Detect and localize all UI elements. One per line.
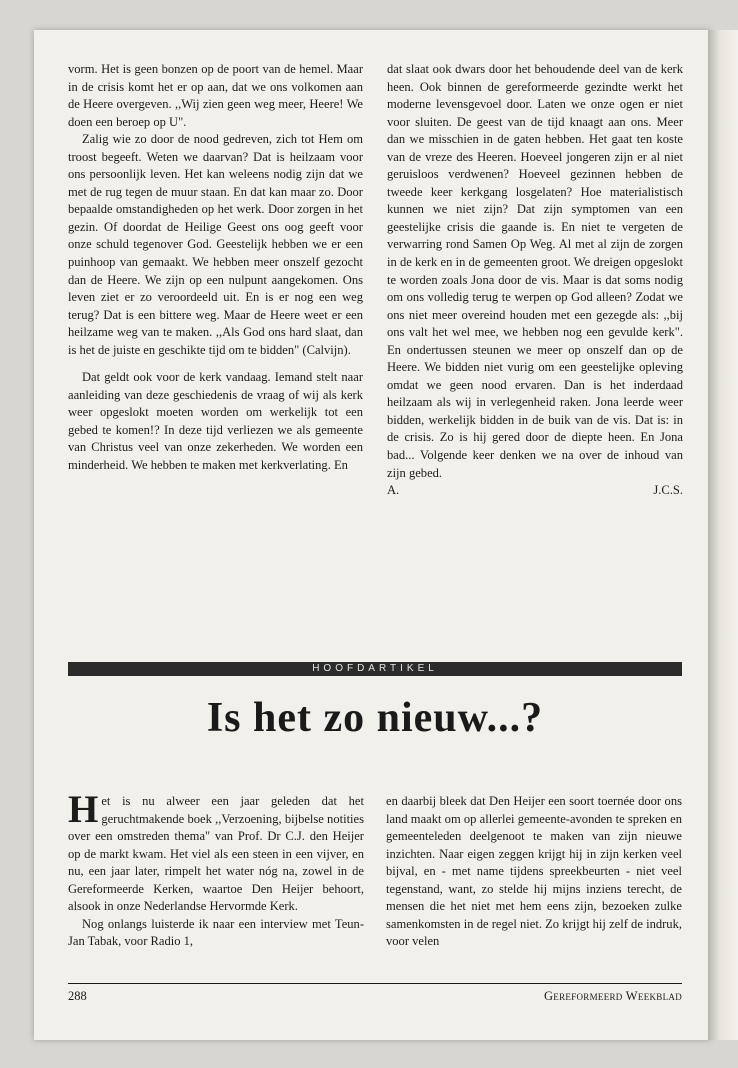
page-number: 288 bbox=[68, 989, 87, 1003]
paragraph-text: et is nu alweer een jaar geleden dat het geruchtmakende boek ,,Verzoening, bijbelse notities over een omstreden thema" van Prof. Dr C.J. den Heijer op de markt kwam. Het viel als een steen in een vijver, en nu, een jaar later, rimpelt het water nóg na, zowel in de Gereformeerde Kerken, waartoe Den Heijer behoort, alsook in onze Nederlandse Hervormde Kerk. bbox=[68, 794, 364, 914]
signature-line bbox=[387, 482, 683, 500]
column-2 bbox=[387, 61, 683, 500]
signature-initial: A. bbox=[387, 483, 400, 498]
column-1 bbox=[68, 61, 363, 475]
footer-divider bbox=[68, 983, 682, 984]
paragraph bbox=[68, 788, 364, 916]
column-4 bbox=[386, 793, 682, 951]
paragraph: dat slaat ook dwars door het behoudende deel van de kerk heen. Ook binnen de gereformeerde gezindte werkt het moderne levensgevoel door. Laten we onze ogen er niet voor sluiten. De geest van de tijd knaagt aan ons. Meer dan we misschien in de gaten hebben. Het gaat ten koste van de vreze des Heeren. Hoeveel jongeren zijn er al niet geruisloos verdwenen? Hoeveel gezinnen hebben de tweede keer kerkgang losgelaten? Hoe materialistisch kunnen we niet zijn? Dat zijn symptomen van een geestelijke crisis die gaande is. En niet te vergeten de verwarring rond Samen Op Weg. Al met al zijn de zorgen in de kerk en in de gemeenten groot. We dreigen opgeslokt te worden zoals Jona door de vis. Maar is dat soms nodig om ons volledig terug te werpen op God alleen? Zodat we ons niet meer overeind houden met een gezegde als: ,,bij ons valt het wel mee, we hebben nog een gevulde kerk". En ondertussen steunen we meer op onszelf dan op de Heere. We bidden niet vurig om een geestelijke opleving omdat we geen nood ervaren. Dan is het inderdaad heilzaam als wij in verlegenheid raken. Jona leerde weer bidden, werkelijk bidden in de buik van de vis. Dat is: in de crisis. Zo is hij gered door de diepte heen. En Jona bad... Volgende keer denken we na over de inhoud van zijn gebed. bbox=[387, 62, 683, 480]
paragraph: en daarbij bleek dat Den Heijer een soort toernée door ons land maakt om op allerlei gemeente-avonden te spreken en gemeenteleden deelgenoot te maken van zijn nieuwe inzichten. Naar eigen zeggen krijgt hij in zijn kerken veel bijval, en - met name tijdens spreekbeurten - niet veel tegenstand, want, zo stelde hij mijns inziens terecht, de mensen die het niet met hem eens zijn, bezoeken zulke samenkomsten in de regel niet. Zo krijgt hij zelf de indruk, voor velen bbox=[386, 794, 682, 949]
column-3 bbox=[68, 788, 364, 951]
paragraph: Zalig wie zo door de nood gedreven, zich tot Hem om troost begeeft. Weten we daarvan? Dat is heilzaam voor ons persoonlijk leven. Het kan weleens nodig zijn dat we met de rug tegen de muur staan. En dat kan maar zo. Door bepaalde omstandigheden op het werk. Door zorgen in het gezin. Of doordat de Heilige Geest ons oog geeft voor onze schuld tegenover God. Geestelijk hebben we er een puinhoop van gemaakt. We hebben meer onszelf gezocht dan de Heere. We zijn op een nulpunt aangekomen. Ons leven ziet er zo veroordeeld uit. En is er nog een weg terug? Dat is een bittere weg. Maar de Heere weet er een heilzame weg van te maken. ,,Als God ons hard slaat, dan is het de juiste en geschikte tijd om te bidden" (Calvijn). bbox=[68, 132, 363, 357]
paragraph: Dat geldt ook voor de kerk vandaag. Iemand stelt naar aanleiding van deze geschiedenis de vraag of wij als kerk weer opgeslokt moeten worden om werkelijk tot een gebed te komen!? In deze tijd verliezen we als gemeente van Christus veel van onze zekerheden. We worden een minderheid. We hebben te maken met kerkverlating. En bbox=[68, 370, 363, 473]
article-headline: Is het zo nieuw...? bbox=[206, 695, 544, 741]
section-label-bar: HOOFDARTIKEL bbox=[68, 662, 682, 676]
next-page-edge bbox=[708, 30, 738, 1040]
author-signature: J.C.S. bbox=[653, 483, 683, 498]
paragraph: Nog onlangs luisterde ik naar een interview met Teun-Jan Tabak, voor Radio 1, bbox=[68, 916, 364, 949]
paragraph: vorm. Het is geen bonzen op de poort van de hemel. Maar in de crisis komt het er op aan, dat we ons volkomen aan de Heere overgeven. ,,Wij zien geen weg meer, Heere! We doen een beroep op U". bbox=[68, 62, 363, 129]
drop-cap: H bbox=[68, 788, 99, 831]
journal-name: Gereformeerd Weekblad bbox=[543, 989, 682, 1003]
